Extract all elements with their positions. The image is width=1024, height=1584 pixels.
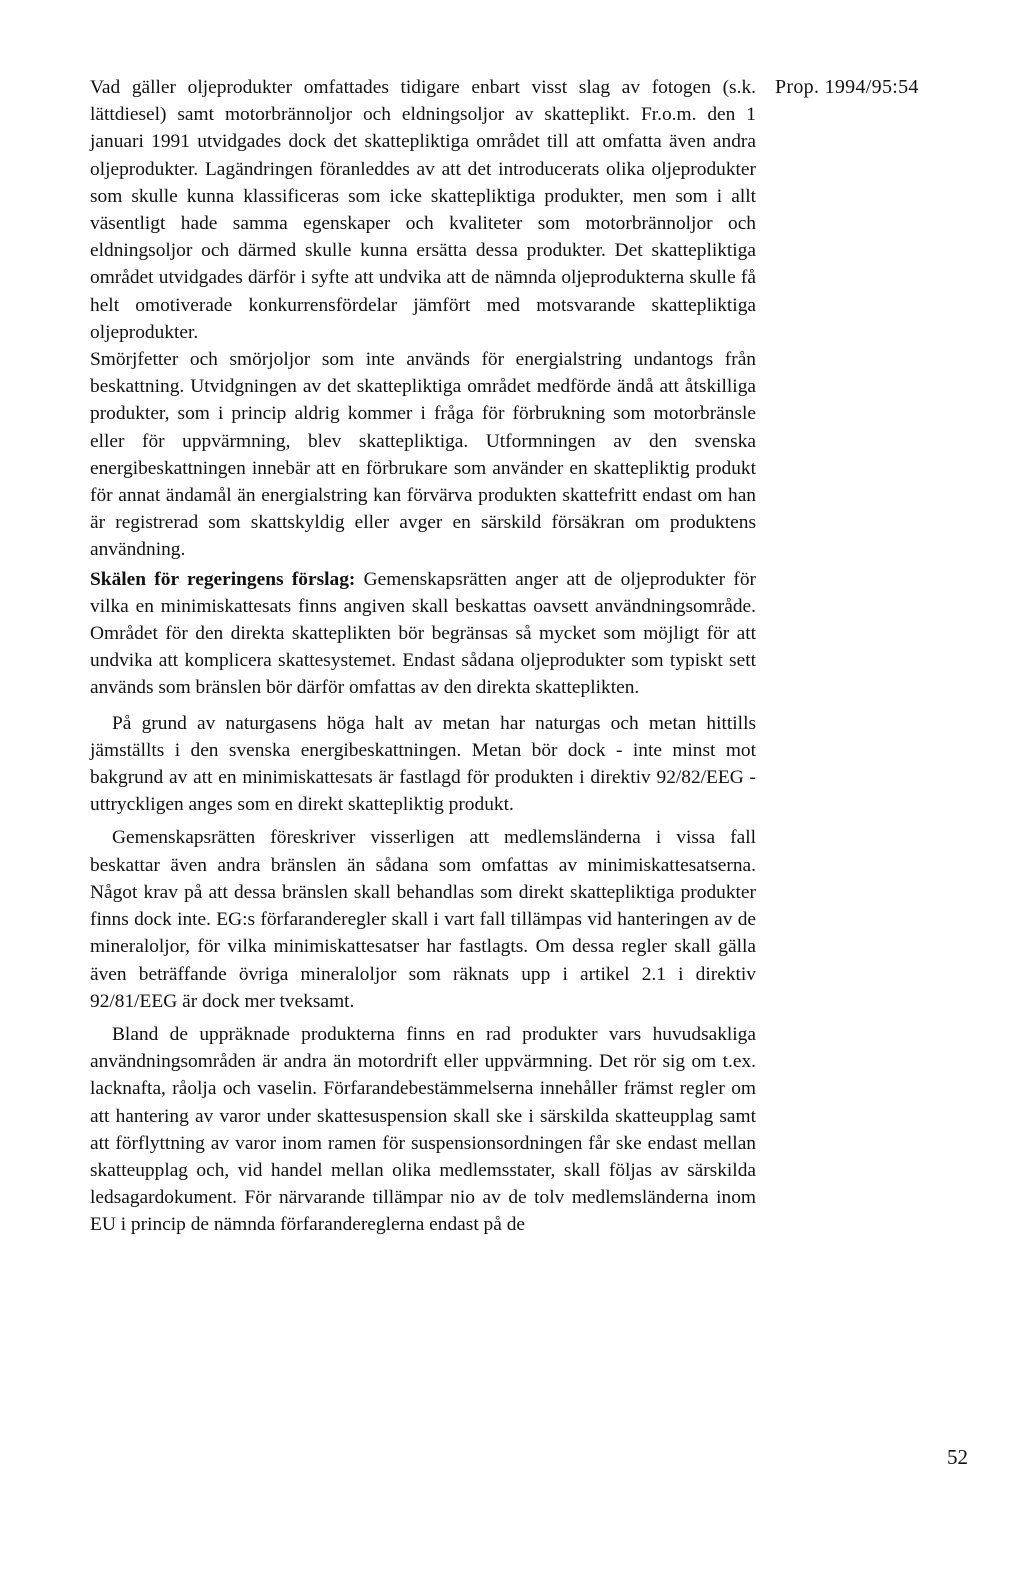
paragraph: På grund av naturgasens höga halt av metan har naturgas och metan hittills jämställts i den svenska energibeskattningen. Metan bör dock - inte minst mot bakgrund av att en minimiskattesats är fastlagd för produkten i direktiv 92/82/EEG - uttryckligen anges som en direkt skattepliktig produkt. <box>90 712 756 816</box>
paragraph: Vad gäller oljeprodukter omfattades tidigare enbart visst slag av fotogen (s.k. lättdiesel) samt motorbrännoljor och eldningsoljor av skatteplikt. Fr.o.m. den 1 januari 1991 utvidgades dock det skattepliktiga området till att omfatta även andra oljeprodukter. Lagändringen föranleddes av att det introducerats olika oljeprodukter som skulle kunna klassificeras som icke skattepliktiga produkter, men som i allt väsentligt hade samma egenskaper och kvaliteter som motorbrännoljor och eldningsoljor och därmed skulle kunna ersätta dessa produkter. Det skattepliktiga området utvidgades därför i syfte att undvika att de nämnda oljeprodukterna skulle få helt omotiverade konkurrensfördelar jämfört med motsvarande skattepliktiga oljeprodukter. <box>90 77 756 343</box>
paragraph-text: Gemenskapsrätten anger att de oljeprodukter för vilka en minimiskattesats finns angiven skall beskattas oavsett användningsområde. Området för den direkta skatteplikten bör begränsas så mycket som möjligt för att undvika att komplicera skattesystemet. Endast sådana oljeprodukter som typiskt sett används som bränslen bör därför omfattas av den direkta skatteplikten. <box>90 568 757 699</box>
section-lead: Skälen för regeringens förslag: <box>90 568 356 590</box>
paragraph <box>90 566 756 702</box>
paragraph: Smörjfetter och smörjoljor som inte används för energialstring undantogs från beskattning. Utvidgningen av det skattepliktiga området medförde ändå att åtskilliga produkter, som i princip aldrig kommer i fråga för förbrukning som motorbränsle eller för uppvärmning, blev skattepliktiga. Utformningen av den svenska energibeskattningen innebär att en förbrukare som använder en skattepliktig produkt för annat ändamål än energialstring kan förvärva produkten skattefritt endast om han är registrerad som skattskyldig eller avger en särskild försäkran om produktens användning. <box>90 349 756 561</box>
paragraph: Gemenskapsrätten föreskriver visserligen att medlemsländerna i vissa fall beskattar även andra bränslen än sådana som omfattas av minimiskattesatserna. Något krav på att dessa bränslen skall behandlas som direkt skattepliktiga produkter finns dock inte. EG:s förfaranderegler skall i vart fall tillämpas vid hanteringen av de mineraloljor, för vilka minimiskattesatser har fastlagts. Om dessa regler skall gälla även beträffande övriga mineraloljor som räknats upp i artikel 2.1 i direktiv 92/81/EEG är dock mer tveksamt. <box>90 827 756 1012</box>
page-number: 52 <box>947 1445 968 1469</box>
document-reference: Prop. 1994/95:54 <box>775 76 919 98</box>
body-text <box>90 74 756 1239</box>
paragraph: Bland de uppräknade produkterna finns en rad produkter vars huvudsakliga användningsområden är andra än motordrift eller uppvärmning. Det rör sig om t.ex. lacknafta, råolja och vaselin. Förfarandebestämmelserna innehåller främst regler om att hantering av varor under skattesuspension skall ske i särskilda skatteupplag samt att förflyttning av varor inom ramen för suspensionsordningen får ske endast mellan skatteupplag och, vid handel mellan olika medlemsstater, skall följas av särskilda ledsagardokument. För närvarande tillämpar nio av de tolv medlemsländerna inom EU i princip de nämnda förfarandereglerna endast på de <box>90 1023 756 1236</box>
